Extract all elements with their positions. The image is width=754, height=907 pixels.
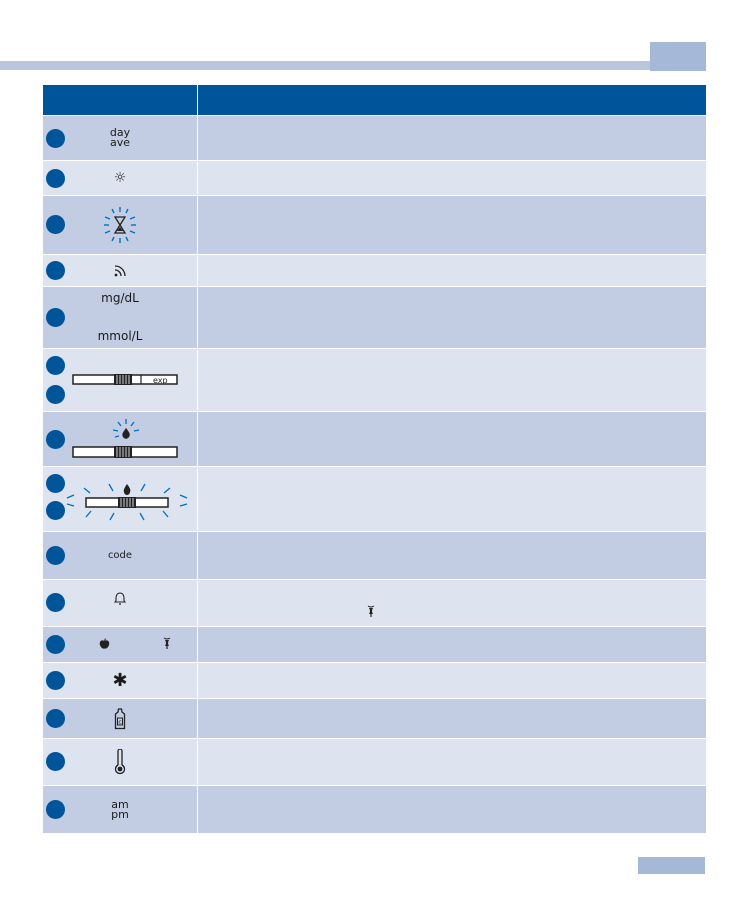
number-marker [46, 430, 65, 449]
table-row [43, 467, 706, 531]
table-row [43, 412, 706, 466]
table-row [43, 627, 706, 662]
number-marker [46, 308, 65, 327]
top-bar [0, 61, 704, 70]
page-tab-bottom [638, 857, 705, 874]
number-marker [46, 474, 65, 493]
number-marker [46, 261, 65, 280]
strip-flashing-drop-icon [71, 417, 181, 461]
table-row [43, 349, 706, 411]
number-marker [46, 546, 65, 565]
control-bottle-icon [114, 708, 126, 730]
before-meal-icon [99, 638, 110, 650]
table-row [43, 663, 706, 698]
number-marker [46, 752, 65, 771]
header-symbol-col [43, 85, 197, 115]
svg-text:c: c [118, 718, 122, 726]
table-row [43, 161, 706, 195]
after-meal-icon [367, 605, 375, 618]
number-marker [46, 593, 65, 612]
mg-dl-label: mg/dL [101, 291, 139, 305]
symbol-table [43, 85, 706, 834]
code-label: code [107, 550, 133, 561]
am-pm-icon: am pm [111, 797, 129, 821]
number-marker [46, 385, 65, 404]
table-row [43, 739, 706, 785]
header-description-col [198, 85, 706, 115]
test-strip-exp-icon [71, 372, 181, 388]
page-tab-top [650, 42, 706, 71]
number-marker [46, 635, 65, 654]
after-meal-icon [163, 637, 171, 650]
number-marker [46, 169, 65, 188]
number-marker [46, 671, 65, 690]
table-row [43, 786, 706, 833]
table-row [43, 287, 706, 348]
mmol-l-label: mmol/L [97, 329, 143, 343]
exp-label: exp [153, 376, 168, 385]
table-row [43, 580, 706, 626]
number-marker [46, 129, 65, 148]
table-header [43, 85, 706, 115]
day-ave-icon: day ave [109, 126, 131, 149]
number-marker [46, 215, 65, 234]
number-marker [46, 501, 65, 520]
thermometer-icon [114, 749, 126, 775]
strip-flashing-icon [64, 474, 190, 524]
number-marker [46, 800, 65, 819]
sun-icon: ☼ [113, 170, 127, 186]
number-marker [46, 356, 65, 375]
bell-icon [114, 592, 126, 605]
star-icon: ✱ [112, 670, 128, 691]
signal-icon [113, 264, 127, 278]
number-marker [46, 709, 65, 728]
hourglass-flashing-icon [100, 205, 140, 245]
table-row [43, 255, 706, 286]
table-row [43, 116, 706, 160]
table-row [43, 196, 706, 254]
table-row [43, 532, 706, 579]
table-row [43, 699, 706, 738]
